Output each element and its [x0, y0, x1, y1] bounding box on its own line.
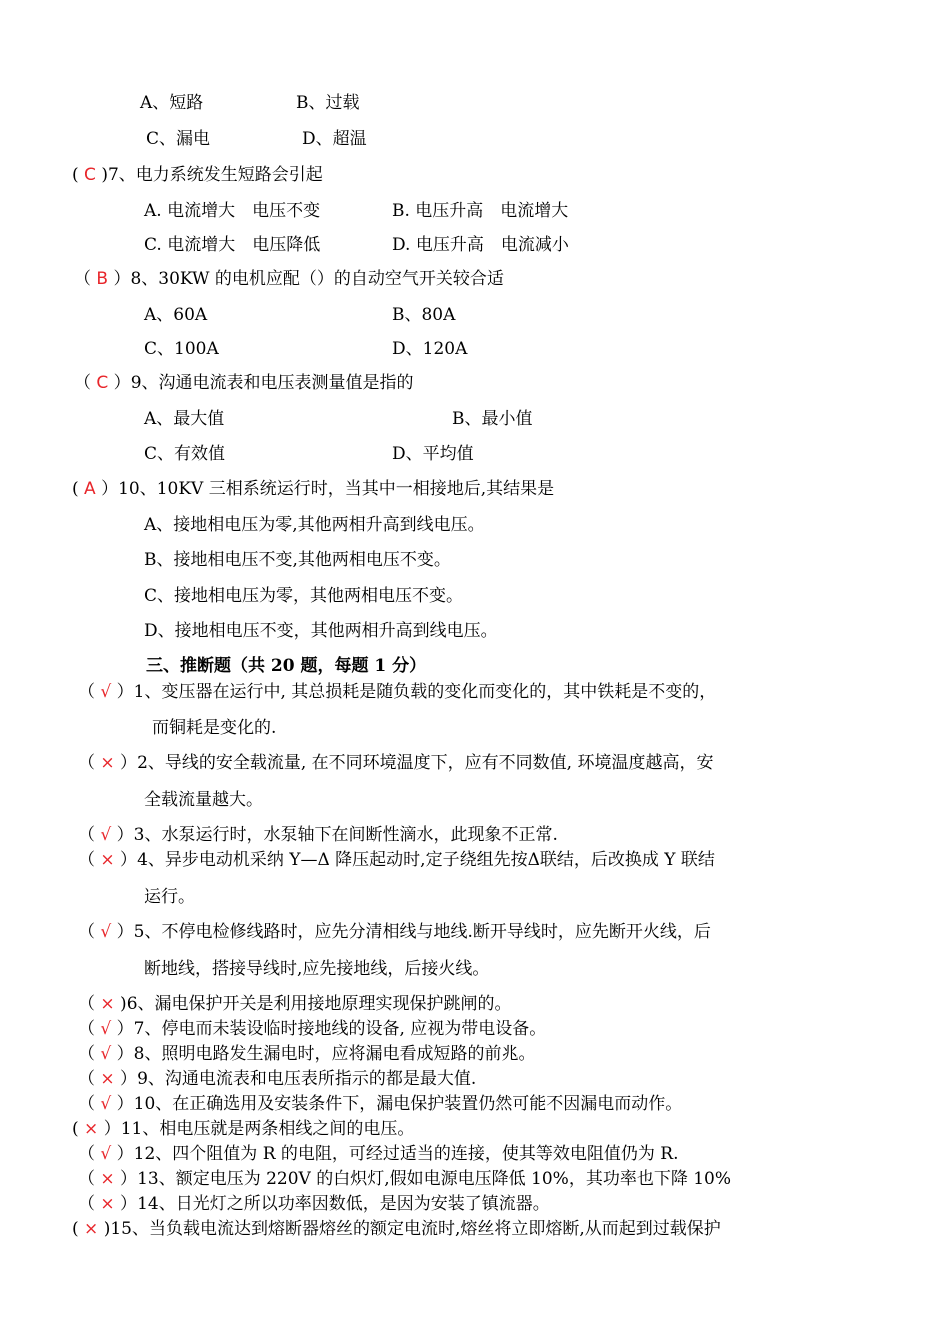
- tf-item-10: [78, 1093, 682, 1115]
- tf-7-text: 7、停电而未装设临时接地线的设备, 应视为带电设备。: [133, 1019, 547, 1039]
- tf-10-open: （: [78, 1094, 101, 1114]
- tf-8-open: （: [78, 1044, 101, 1064]
- tf-2-open: （: [78, 753, 101, 773]
- tf-9-mark: ×: [100, 1069, 115, 1089]
- q6-option-c: C、漏电: [146, 129, 211, 149]
- tf-14-open: （: [78, 1194, 101, 1214]
- tf-7-close: ）: [111, 1019, 134, 1039]
- tf-12-text: 12、四个阻值为 R 的电阻，可经过适当的连接，使其等效电阻值仍为 R.: [133, 1144, 679, 1164]
- tf-5-close: ）: [111, 922, 134, 942]
- tf-2-close: ）: [114, 753, 138, 773]
- q6-option-a: A、短路: [140, 93, 204, 113]
- tf-item-9: [78, 1068, 476, 1090]
- q8-close-bracket: ）: [108, 269, 131, 289]
- q9-option-b: B、最小值: [452, 409, 533, 429]
- tf-3-close: ）: [111, 825, 134, 845]
- q10-option-a: A、接地相电压为零,其他两相升高到线电压。: [144, 515, 485, 535]
- tf-5-continuation: 断地线，搭接导线时,应先接地线，后接火线。: [144, 959, 490, 979]
- q9-answer: C: [96, 373, 109, 393]
- tf-5-open: （: [78, 922, 101, 942]
- tf-2-continuation: 全载流量越大。: [144, 790, 263, 810]
- tf-3-text: 3、水泵运行时，水泵轴下在间断性滴水，此现象不正常.: [133, 825, 558, 845]
- tf-6-open: （: [78, 994, 101, 1014]
- q8-stem: 8、30KW 的电机应配（）的自动空气开关较合适: [130, 269, 504, 289]
- tf-item-13: [78, 1168, 731, 1190]
- tf-13-open: （: [78, 1169, 101, 1189]
- tf-10-close: ）: [111, 1094, 134, 1114]
- tf-item-4: [78, 849, 715, 871]
- tf-6-close: ): [114, 994, 127, 1014]
- q10-open-bracket: (: [72, 479, 85, 499]
- q7-option-b: B. 电压升高 电流增大: [392, 201, 569, 221]
- q10-stem-line: [72, 478, 554, 500]
- tf-item-7: [78, 1018, 546, 1040]
- q7-option-a: A. 电流增大 电压不变: [144, 201, 321, 221]
- q9-option-a: A、最大值: [144, 409, 225, 429]
- tf-3-open: （: [78, 825, 101, 845]
- tf-10-mark: √: [100, 1094, 112, 1114]
- tf-14-text: 14、日光灯之所以功率因数低，是因为安装了镇流器。: [137, 1194, 550, 1214]
- tf-item-1: [78, 681, 716, 703]
- tf-11-close: ）: [98, 1119, 121, 1139]
- tf-1-text: 1、变压器在运行中, 其总损耗是随负载的变化而变化的，其中铁耗是不变的，: [133, 682, 717, 702]
- q8-option-d: D、120A: [392, 339, 468, 359]
- q9-stem-line: [74, 372, 414, 394]
- q9-stem: 9、沟通电流表和电压表测量值是指的: [130, 373, 414, 393]
- tf-4-open: （: [78, 850, 101, 870]
- tf-10-text: 10、在正确选用及安装条件下，漏电保护装置仍然可能不因漏电而动作。: [133, 1094, 683, 1114]
- q7-close-bracket: ): [95, 165, 108, 185]
- tf-9-text: 9、沟通电流表和电压表所指示的都是最大值.: [137, 1069, 477, 1089]
- tf-12-close: ）: [111, 1144, 134, 1164]
- tf-6-mark: ×: [100, 994, 115, 1014]
- tf-item-3: [78, 824, 558, 846]
- q8-option-c: C、100A: [144, 339, 219, 359]
- tf-4-mark: ×: [100, 850, 115, 870]
- tf-15-text: 15、当负载电流达到熔断器熔丝的额定电流时,熔丝将立即熔断,从而起到过载保护: [110, 1219, 721, 1239]
- q9-option-d: D、平均值: [392, 444, 474, 464]
- tf-4-continuation: 运行。: [144, 887, 195, 907]
- tf-7-mark: √: [100, 1019, 112, 1039]
- tf-4-close: ）: [114, 850, 138, 870]
- q6-option-b: B、过载: [296, 93, 360, 113]
- tf-item-14: [78, 1193, 550, 1215]
- q10-option-d: D、接地相电压不变，其他两相升高到线电压。: [144, 621, 498, 641]
- tf-1-continuation: 而铜耗是变化的.: [152, 718, 277, 738]
- tf-14-close: ）: [114, 1194, 138, 1214]
- tf-9-open: （: [78, 1069, 101, 1089]
- q7-answer: C: [84, 165, 96, 185]
- q8-answer: B: [96, 269, 109, 289]
- q9-close-bracket: ）: [108, 373, 131, 393]
- q7-option-d: D. 电压升高 电流减小: [392, 235, 569, 255]
- tf-item-11: [72, 1118, 414, 1140]
- tf-13-close: ）: [114, 1169, 138, 1189]
- q10-close-bracket: ）: [95, 479, 119, 499]
- q7-stem-line: [72, 164, 323, 186]
- q9-open-bracket: （: [74, 373, 97, 393]
- tf-item-12: [78, 1143, 679, 1165]
- tf-8-close: ）: [111, 1044, 134, 1064]
- tf-13-mark: ×: [100, 1169, 115, 1189]
- q6-option-d: D、超温: [302, 129, 367, 149]
- tf-11-text: 11、相电压就是两条相线之间的电压。: [120, 1119, 415, 1139]
- tf-1-close: ）: [111, 682, 134, 702]
- tf-8-text: 8、照明电路发生漏电时，应将漏电看成短路的前兆。: [133, 1044, 536, 1064]
- tf-item-15: [72, 1218, 721, 1240]
- tf-4-text: 4、异步电动机采纳 Y—Δ 降压起动时,定子绕组先按Δ联结，后改换成 Y 联结: [137, 850, 715, 870]
- tf-11-mark: ×: [84, 1119, 99, 1139]
- q9-option-c: C、有效值: [144, 444, 226, 464]
- q8-option-a: A、60A: [144, 305, 208, 325]
- q10-stem: 10、10KV 三相系统运行时，当其中一相接地后,其结果是: [118, 479, 555, 499]
- tf-item-8: [78, 1043, 535, 1065]
- tf-6-text: 6、漏电保护开关是利用接地原理实现保护跳闸的。: [126, 994, 512, 1014]
- tf-14-mark: ×: [100, 1194, 115, 1214]
- tf-5-text: 5、不停电检修线路时，应先分清相线与地线.断开导线时，应先断开火线，后: [133, 922, 711, 942]
- tf-7-open: （: [78, 1019, 101, 1039]
- tf-12-open: （: [78, 1144, 101, 1164]
- q7-option-c: C. 电流增大 电压降低: [144, 235, 321, 255]
- q7-stem: 7、电力系统发生短路会引起: [107, 165, 323, 185]
- q8-open-bracket: （: [74, 269, 97, 289]
- tf-item-5: [78, 921, 711, 943]
- tf-2-text: 2、导线的安全载流量, 在不同环境温度下，应有不同数值, 环境温度越高，安: [137, 753, 714, 773]
- tf-15-mark: ×: [84, 1219, 99, 1239]
- tf-15-open: (: [72, 1219, 85, 1239]
- tf-2-mark: ×: [100, 753, 115, 773]
- tf-9-close: ）: [114, 1069, 138, 1089]
- tf-item-6: [78, 993, 512, 1015]
- section-heading: 三、推断题（共 20 题，每题 1 分）: [146, 656, 427, 676]
- tf-1-open: （: [78, 682, 101, 702]
- q10-option-b: B、接地相电压不变,其他两相电压不变。: [144, 550, 451, 570]
- tf-3-mark: √: [100, 825, 112, 845]
- tf-item-2: [78, 752, 714, 774]
- q8-stem-line: [74, 268, 504, 290]
- tf-15-close: ): [98, 1219, 111, 1239]
- tf-12-mark: √: [100, 1144, 112, 1164]
- q10-answer: A: [84, 479, 96, 499]
- tf-1-mark: √: [100, 682, 112, 702]
- q10-option-c: C、接地相电压为零，其他两相电压不变。: [144, 586, 464, 606]
- tf-5-mark: √: [100, 922, 112, 942]
- tf-11-open: (: [72, 1119, 85, 1139]
- q8-option-b: B、80A: [392, 305, 456, 325]
- tf-13-text: 13、额定电压为 220V 的白炽灯,假如电源电压降低 10%，其功率也下降 10%: [137, 1169, 732, 1189]
- tf-8-mark: √: [100, 1044, 112, 1064]
- q7-open-bracket: (: [72, 165, 85, 185]
